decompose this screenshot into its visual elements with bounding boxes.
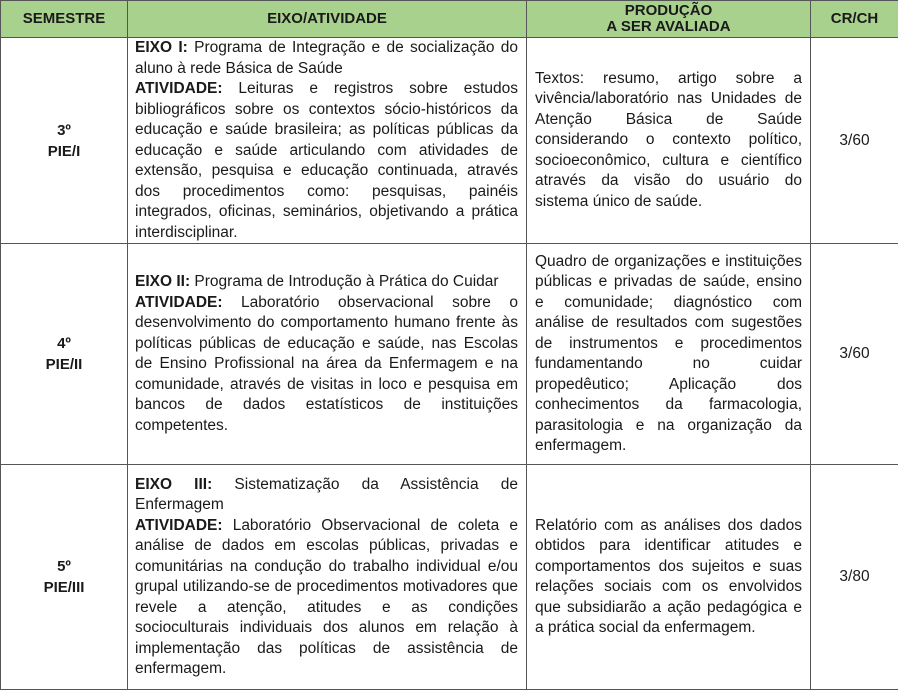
table-row xyxy=(1,244,898,465)
semestre-cell xyxy=(1,244,128,465)
eixo-label: EIXO II: xyxy=(135,273,191,290)
producao-cell: Quadro de organizações e instituições públicas e privadas de saúde, ensino e comunidade; diagnóstico com análise de resultados com sugestões de instrumentos e procedimentos fundamentando no cuidar propedêutico; Aplicação dos conhecimentos da farmacologia, parasitologia e na organização da enfermagem. xyxy=(527,244,811,465)
semestre-number: 3º xyxy=(57,121,71,139)
table-row xyxy=(1,38,898,244)
header-eixo-atividade: EIXO/ATIVIDADE xyxy=(128,1,527,38)
eixo-atividade-cell xyxy=(128,38,527,244)
atividade-text: Laboratório observacional sobre o desenvolvimento do comportamento humano frente às políticas públicas de educação e saúde, nas Escolas de Ensino Profissional na área da Enfermagem e na comunidade, através de visitas in loco e pesquisa em bancos de dados estatísticos de instituições competentes. xyxy=(135,293,518,434)
crch-cell: 3/80 xyxy=(811,465,898,690)
atividade-label: ATIVIDADE: xyxy=(135,80,223,97)
eixo-text: Programa de Introdução à Prática do Cuidar xyxy=(190,273,499,290)
atividade-text: Leituras e registros sobre estudos bibliográficos sobre os contextos sócio-históricos da educação e saúde brasileira; as políticas públicas da educação e saúde articulando com atividades de extensão, pesquisa e educação continuada, através dos procedimentos como: pesquisas, painéis integrados, oficinas, seminários, objetivando a prática interdisciplinar. xyxy=(135,80,518,241)
semestre-cell xyxy=(1,38,128,244)
atividade-text: Laboratório Observacional de coleta e análise de dados em escolas públicas, privadas e comunitárias na condução do trabalho individual e/ou grupal utilizando-se de procedimentos motivadores que revele a atenção, atitudes e as condições socioculturais individuais dos alunos em relação à implementação das políticas de assistência de enfermagem. xyxy=(135,516,518,677)
header-producao xyxy=(527,1,811,38)
atividade-label: ATIVIDADE: xyxy=(135,293,223,311)
header-producao-line2: A SER AVALIADA xyxy=(606,18,731,35)
eixo-atividade-cell xyxy=(128,465,527,690)
crch-cell: 3/60 xyxy=(811,38,898,244)
table-row xyxy=(1,465,898,690)
header-producao-line1: PRODUÇÃO xyxy=(624,2,713,19)
header-semestre: SEMESTRE xyxy=(1,1,128,38)
semestre-code: PIE/II xyxy=(45,356,83,373)
semestre-cell xyxy=(1,465,128,690)
header-crch: CR/CH xyxy=(811,1,898,38)
semestre-code: PIE/I xyxy=(47,142,81,160)
eixo-atividade-cell xyxy=(128,244,527,465)
crch-cell: 3/60 xyxy=(811,244,898,465)
producao-cell: Textos: resumo, artigo sobre a vivência/laboratório nas Unidades de Atenção Básica de Saúde considerando o contexto político, socioeconômico, cultura e científico através da visão do usuário do sistema único de saúde. xyxy=(527,38,811,244)
eixo-label: EIXO III: xyxy=(135,475,213,493)
eixo-text: Sistematização da Assistência de Enfermagem xyxy=(135,475,518,513)
semestre-code: PIE/III xyxy=(43,579,85,596)
eixo-label: EIXO I: xyxy=(135,39,188,56)
producao-cell: Relatório com as análises dos dados obtidos para identificar atitudes e comportamentos dos sujeitos e suas relações sociais com os envolvidos que subsidiarão a ação pedagógica e a prática social da enfermagem. xyxy=(527,465,811,690)
header-row xyxy=(1,1,898,38)
semestre-number: 5º xyxy=(57,558,71,575)
atividade-label: ATIVIDADE: xyxy=(135,516,223,534)
semestre-number: 4º xyxy=(57,335,71,352)
eixo-text: Programa de Integração e de socialização do aluno à rede Básica de Saúde xyxy=(135,39,518,77)
